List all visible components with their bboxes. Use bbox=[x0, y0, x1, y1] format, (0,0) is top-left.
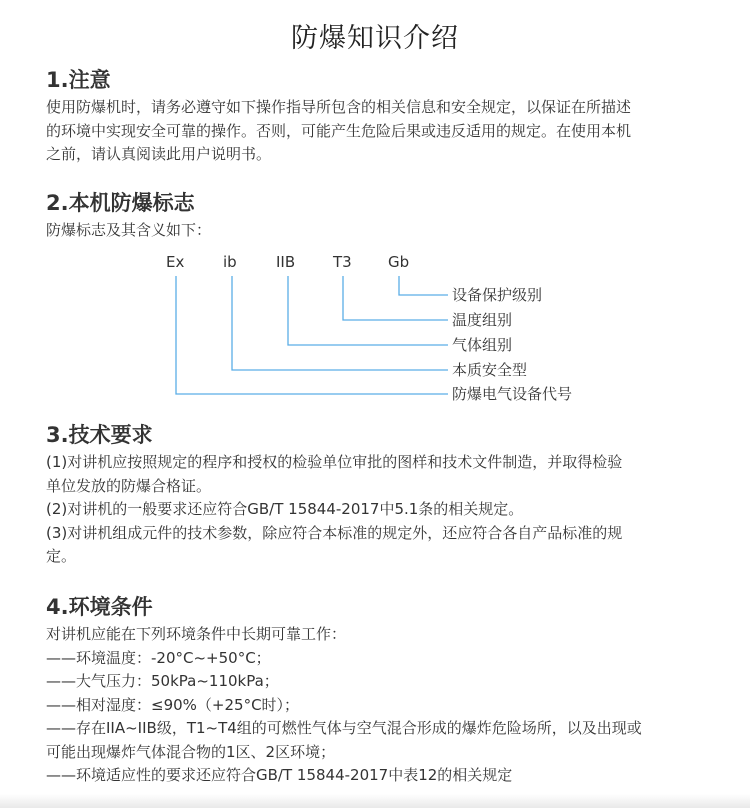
mark-code-ib: ib bbox=[223, 253, 237, 271]
section-heading-marking: 2.本机防爆标志 bbox=[46, 191, 195, 215]
meaning-protection-level: 设备保护级别 bbox=[452, 286, 543, 304]
tech-paragraph bbox=[46, 451, 718, 569]
text-line: 可能出现爆炸气体混合物的1区、2区环境； bbox=[46, 742, 336, 761]
text-line: ——存在IIA~IIB级，T1~T4组的可燃性气体与空气混合形成的爆炸危险场所，以及出现或 bbox=[46, 719, 642, 737]
text-line: (3)对讲机组成元件的技术参数，除应符合本标准的规定外，还应符合各自产品标准的规 bbox=[46, 523, 623, 542]
text-line: 之前，请认真阅读此用户说明书。 bbox=[46, 145, 272, 163]
mark-code-iib: IIB bbox=[276, 253, 296, 271]
bottom-divider bbox=[0, 794, 750, 808]
meaning-temperature-group: 温度组别 bbox=[452, 311, 513, 329]
text-line: 定。 bbox=[46, 547, 77, 565]
connector-line-ex bbox=[176, 276, 448, 394]
text-line: 对讲机应能在下列环境条件中长期可靠工作： bbox=[46, 625, 347, 643]
text-line: ——相对湿度：≤90%（+25°C时）； bbox=[46, 695, 300, 714]
text-line: 单位发放的防爆合格证。 bbox=[46, 476, 212, 495]
text-line: (1)对讲机应按照规定的程序和授权的检验单位审批的图样和技术文件制造，并取得检验 bbox=[46, 453, 623, 471]
marking-intro: 防爆标志及其含义如下： bbox=[46, 221, 212, 239]
connector-line-ib bbox=[232, 276, 448, 370]
meaning-explosion-proof-code: 防爆电气设备代号 bbox=[452, 385, 573, 403]
mark-code-t3: T3 bbox=[333, 253, 352, 271]
text-line: (2)对讲机的一般要求还应符合GB/T 15844-2017中5.1条的相关规定。 bbox=[46, 500, 524, 518]
meaning-intrinsic-safety: 本质安全型 bbox=[452, 361, 528, 379]
section-heading-tech: 3.技术要求 bbox=[46, 423, 153, 447]
text-line: ——环境适应性的要求还应符合GB/T 15844-2017中表12的相关规定 bbox=[46, 766, 513, 784]
text-line: 使用防爆机时，请务必遵守如下操作指导所包含的相关信息和安全规定，以保证在所描述 bbox=[46, 98, 632, 116]
mark-code-gb: Gb bbox=[388, 253, 410, 271]
text-line: ——环境温度：-20°C~+50°C； bbox=[46, 648, 271, 667]
section-heading-notice: 1.注意 bbox=[46, 68, 111, 92]
page-title: 防爆知识介绍 bbox=[291, 23, 459, 54]
connector-line-gb bbox=[399, 276, 448, 295]
connector-line-iib bbox=[288, 276, 448, 345]
env-paragraph bbox=[46, 623, 718, 788]
text-line: ——大气压力：50kPa~110kPa； bbox=[46, 672, 279, 690]
text-line: 的环境中实现安全可靠的操作。否则，可能产生危险后果或违反适用的规定。在使用本机 bbox=[46, 121, 632, 140]
section-heading-env: 4.环境条件 bbox=[46, 595, 153, 619]
mark-code-ex: Ex bbox=[166, 253, 185, 271]
connector-line-t3 bbox=[343, 276, 448, 320]
meaning-gas-group: 气体组别 bbox=[452, 336, 513, 354]
